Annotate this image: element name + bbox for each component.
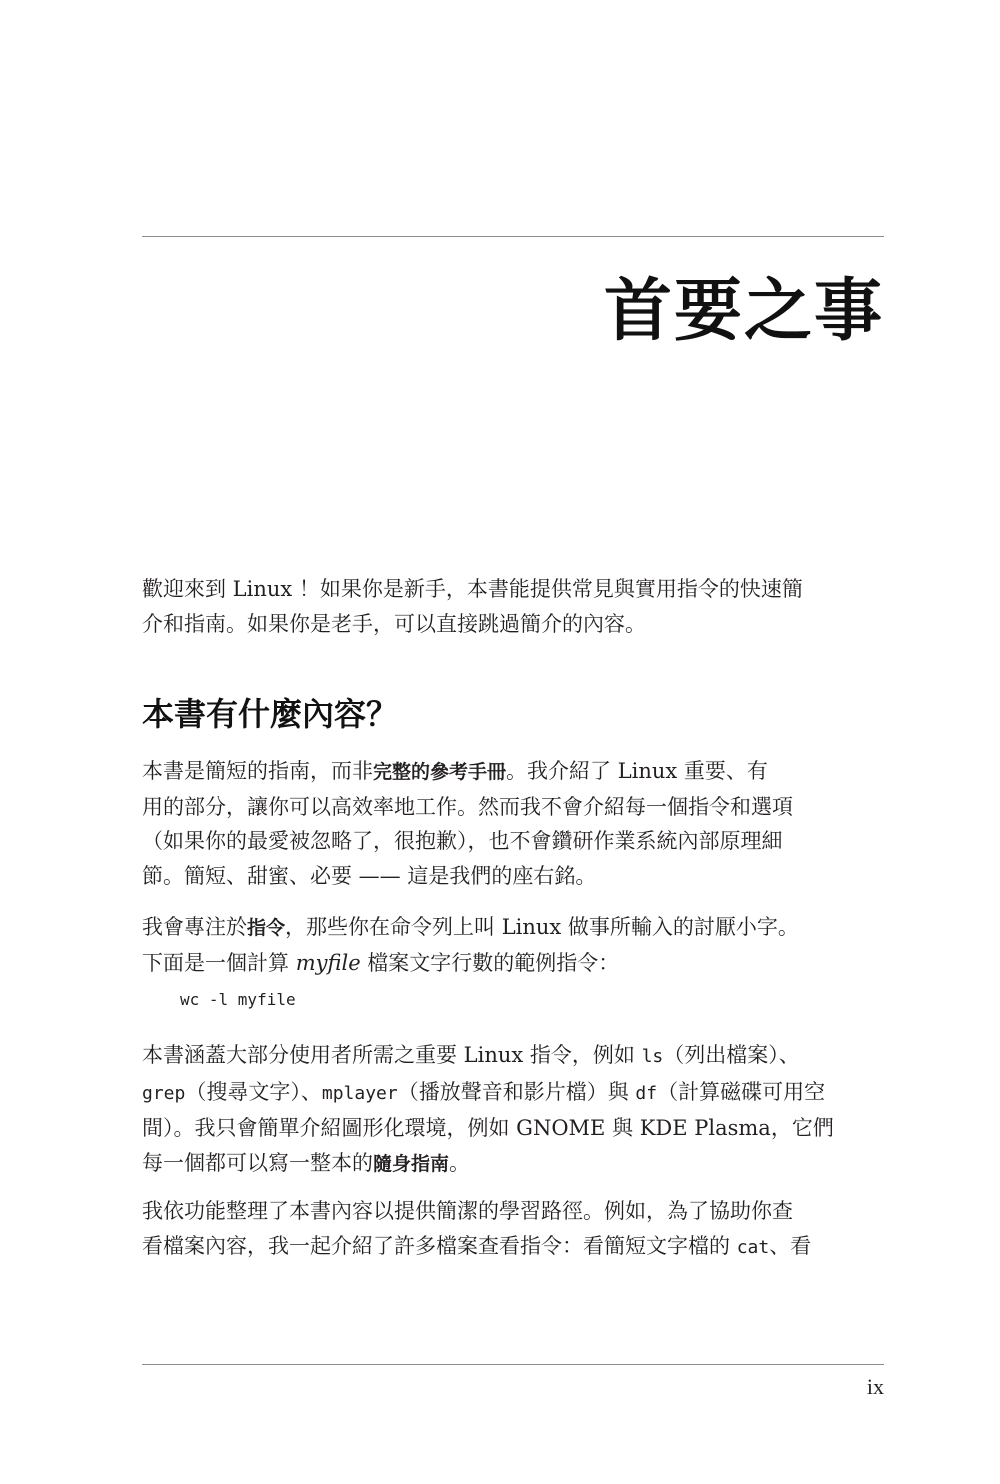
text-run: 每一個都可以寫一整本的 bbox=[142, 1150, 373, 1175]
paragraph-coverage-line-3: 間）。我只會簡單介紹圖形化環境，例如 GNOME 與 KDE Plasma，它們 bbox=[142, 1116, 834, 1140]
emphasis-text: 指令 bbox=[247, 917, 286, 939]
text-run: （搜尋文字）、 bbox=[185, 1079, 322, 1104]
emphasis-text: 隨身指南 bbox=[373, 1152, 450, 1175]
paragraph-coverage-line-2 bbox=[142, 1075, 884, 1112]
paragraph-coverage-line-4 bbox=[142, 1146, 884, 1182]
paragraph-organization bbox=[142, 1194, 884, 1265]
paragraph-organization-line-2 bbox=[142, 1229, 884, 1266]
text-run: 我會專注於 bbox=[142, 915, 247, 939]
filename-italic: myfile bbox=[295, 950, 361, 975]
paragraph-organization-line-1: 我依功能整理了本書內容以提供簡潔的學習路徑。例如，為了協助你查 bbox=[142, 1199, 793, 1223]
text-run: 下面是一個計算 bbox=[142, 950, 296, 975]
code-example: wc -l myfile bbox=[180, 990, 296, 1009]
paragraph-coverage bbox=[142, 1038, 884, 1181]
section-heading: 本書有什麼內容？ bbox=[142, 695, 399, 733]
text-run: 本書是簡短的指南，而非 bbox=[142, 759, 373, 783]
text-run: （播放聲音和影片檔）與 bbox=[397, 1079, 636, 1104]
text-run: 檔案文字行數的範例指令： bbox=[360, 950, 620, 975]
paragraph-scope-line-3: （如果你的最愛被忽略了，很抱歉），也不會鑽研作業系統內部原理細 bbox=[142, 829, 783, 853]
paragraph-scope-line-2: 用的部分，讓你可以高效率地工作。然而我不會介紹每一個指令和選項 bbox=[142, 794, 793, 819]
text-run: 。我介紹了 Linux 重要、有 bbox=[506, 759, 768, 783]
intro-paragraph bbox=[142, 572, 884, 641]
text-run: 本書涵蓋大部分使用者所需之重要 Linux 指令，例如 bbox=[142, 1043, 642, 1067]
emphasis-text: 完整的參考手冊 bbox=[373, 761, 507, 783]
paragraph-scope-line-4: 節。簡短、甜蜜、必要 —— 這是我們的座右銘。 bbox=[142, 863, 597, 888]
inline-code: ls bbox=[641, 1046, 664, 1067]
intro-line-1: 歡迎來到 Linux ！如果你是新手，本書能提供常見與實用指令的快速簡 bbox=[142, 577, 803, 601]
inline-code: df bbox=[635, 1082, 658, 1104]
paragraph-commands bbox=[142, 910, 884, 980]
page-number: ix bbox=[866, 1374, 884, 1399]
paragraph-commands-line-2 bbox=[142, 946, 884, 981]
inline-code: cat bbox=[736, 1236, 770, 1258]
text-run: （計算磁碟可用空 bbox=[657, 1079, 826, 1104]
text-run: （列出檔案）、 bbox=[663, 1043, 800, 1067]
bottom-divider bbox=[142, 1364, 884, 1365]
intro-line-2: 介和指南。如果你是老手，可以直接跳過簡介的內容。 bbox=[142, 611, 646, 636]
paragraph-scope-line-1 bbox=[142, 754, 884, 790]
text-run: 。 bbox=[449, 1150, 471, 1175]
chapter-title: 首要之事 bbox=[603, 272, 884, 351]
paragraph-scope bbox=[142, 754, 884, 893]
paragraph-coverage-line-1 bbox=[142, 1038, 884, 1075]
inline-code: grep bbox=[142, 1082, 186, 1104]
text-run: 看檔案內容，我一起介紹了許多檔案查看指令：看簡短文字檔的 bbox=[142, 1233, 737, 1258]
inline-code: mplayer bbox=[321, 1082, 398, 1104]
top-divider bbox=[142, 236, 884, 237]
paragraph-commands-line-1 bbox=[142, 910, 884, 946]
text-run: ，那些你在命令列上叫 Linux 做事所輸入的討厭小字。 bbox=[285, 915, 799, 939]
text-run: 、看 bbox=[769, 1233, 812, 1258]
